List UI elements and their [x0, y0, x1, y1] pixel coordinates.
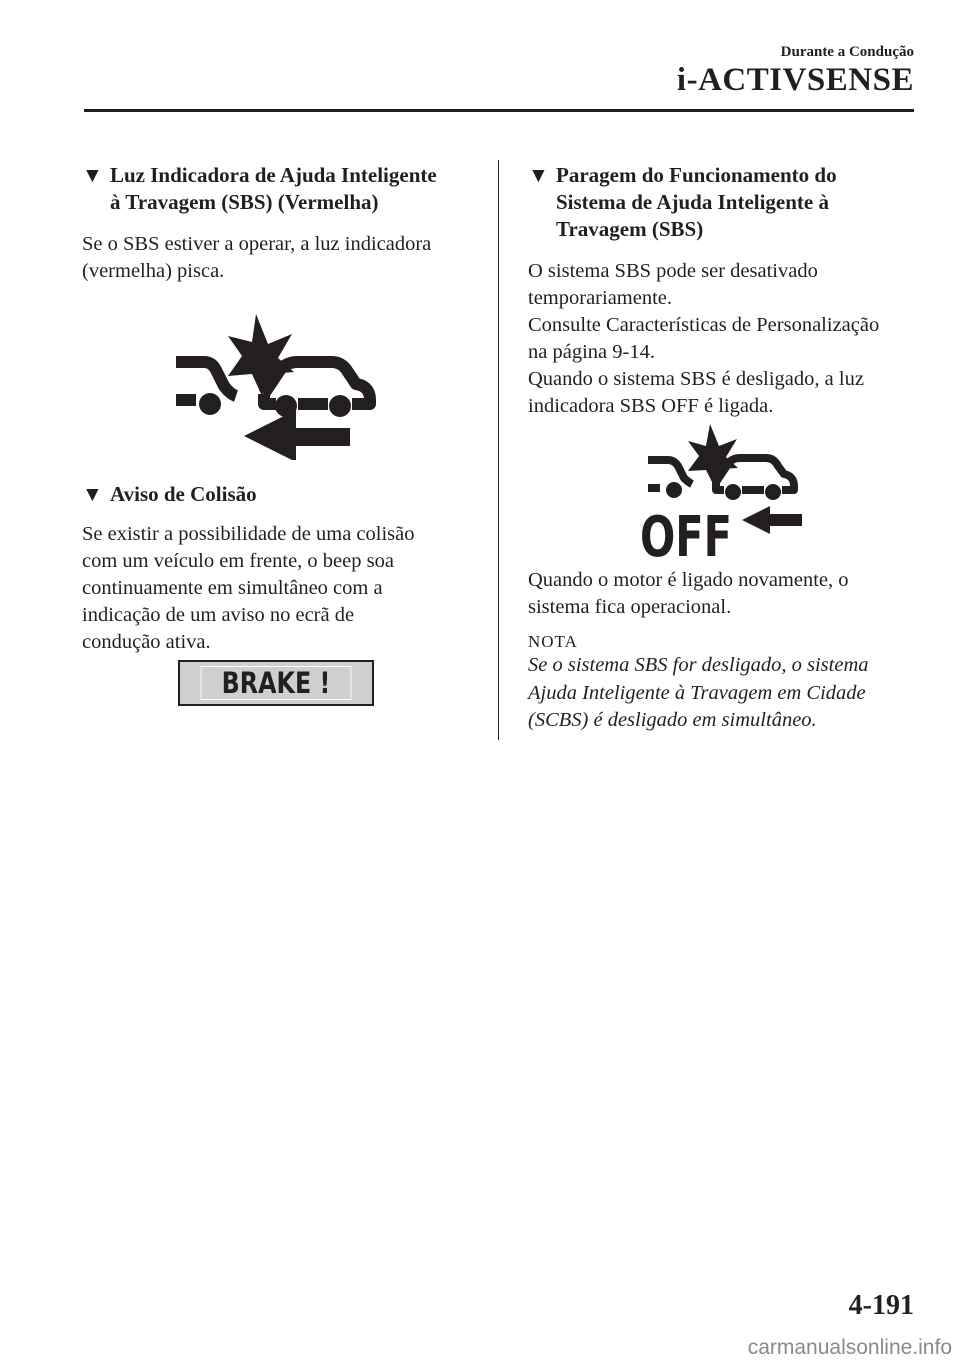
body-line: continuamente em simultâneo com a [82, 577, 383, 599]
body-line: na página 9-14. [528, 341, 655, 363]
brake-warning-label: BRAKE ! [201, 666, 352, 700]
body-line: Se o SBS estiver a operar, a luz indicadora [82, 233, 432, 255]
triangle-down-icon: ▼ [82, 163, 103, 187]
body-line: com um veículo em frente, o beep soa [82, 550, 394, 572]
body-sbs-stop [528, 258, 920, 420]
section-title: i-ACTIVSENSE [676, 62, 914, 98]
heading-line-1: Luz Indicadora de Ajuda Inteligente [110, 163, 437, 187]
chapter-title: Durante a Condução [780, 44, 914, 60]
note-block [528, 632, 920, 735]
triangle-down-icon: ▼ [528, 163, 549, 187]
body-line: O sistema SBS pode ser desativado [528, 260, 818, 282]
brake-warning-display [178, 660, 374, 706]
sbs-off-indicator-icon [640, 424, 808, 560]
heading-sbs-stop [528, 162, 920, 243]
header-rule [84, 109, 914, 112]
sbs-collision-warning-icon [172, 312, 378, 460]
triangle-down-icon: ▼ [82, 482, 103, 506]
body-line: (vermelha) pisca. [82, 260, 225, 282]
section-collision-warning [82, 481, 474, 508]
body-line: sistema fica operacional. [528, 596, 732, 618]
body-line: indicação de um aviso no ecrã de [82, 604, 355, 626]
note-line: (SCBS) é desligado em simultâneo. [528, 709, 817, 731]
body-sbs-restart [528, 567, 920, 621]
heading-sbs-red-light [82, 162, 474, 216]
heading-line-2: Sistema de Ajuda Inteligente à [556, 190, 829, 214]
body-sbs-red-light [82, 231, 474, 285]
page-number: 4-191 [848, 1290, 914, 1321]
off-label: OFF [640, 505, 732, 560]
heading-line-3: Travagem (SBS) [556, 217, 704, 241]
body-collision-warning [82, 521, 474, 656]
column-divider [498, 160, 499, 740]
body-line: condução ativa. [82, 631, 211, 653]
body-line: Quando o sistema SBS é desligado, a luz [528, 368, 864, 390]
section-sbs-stop [528, 162, 920, 243]
note-line: Se o sistema SBS for desligado, o sistema [528, 654, 869, 676]
watermark: carmanualsonline.info [747, 1336, 952, 1359]
body-line: indicadora SBS OFF é ligada. [528, 395, 774, 417]
body-line: Quando o motor é ligado novamente, o [528, 569, 849, 591]
note-label: NOTA [528, 632, 578, 651]
body-line: temporariamente. [528, 287, 673, 309]
heading-collision-warning [82, 481, 474, 508]
heading-line-1: Paragem do Funcionamento do [556, 163, 837, 187]
note-line: Ajuda Inteligente à Travagem em Cidade [528, 681, 866, 704]
heading-line-2: à Travagem (SBS) (Vermelha) [110, 190, 379, 214]
section-sbs-red-light [82, 162, 474, 216]
body-line: Consulte Características de Personalização [528, 314, 880, 336]
heading-text: Aviso de Colisão [110, 482, 257, 506]
body-line: Se existir a possibilidade de uma colisão [82, 523, 415, 545]
